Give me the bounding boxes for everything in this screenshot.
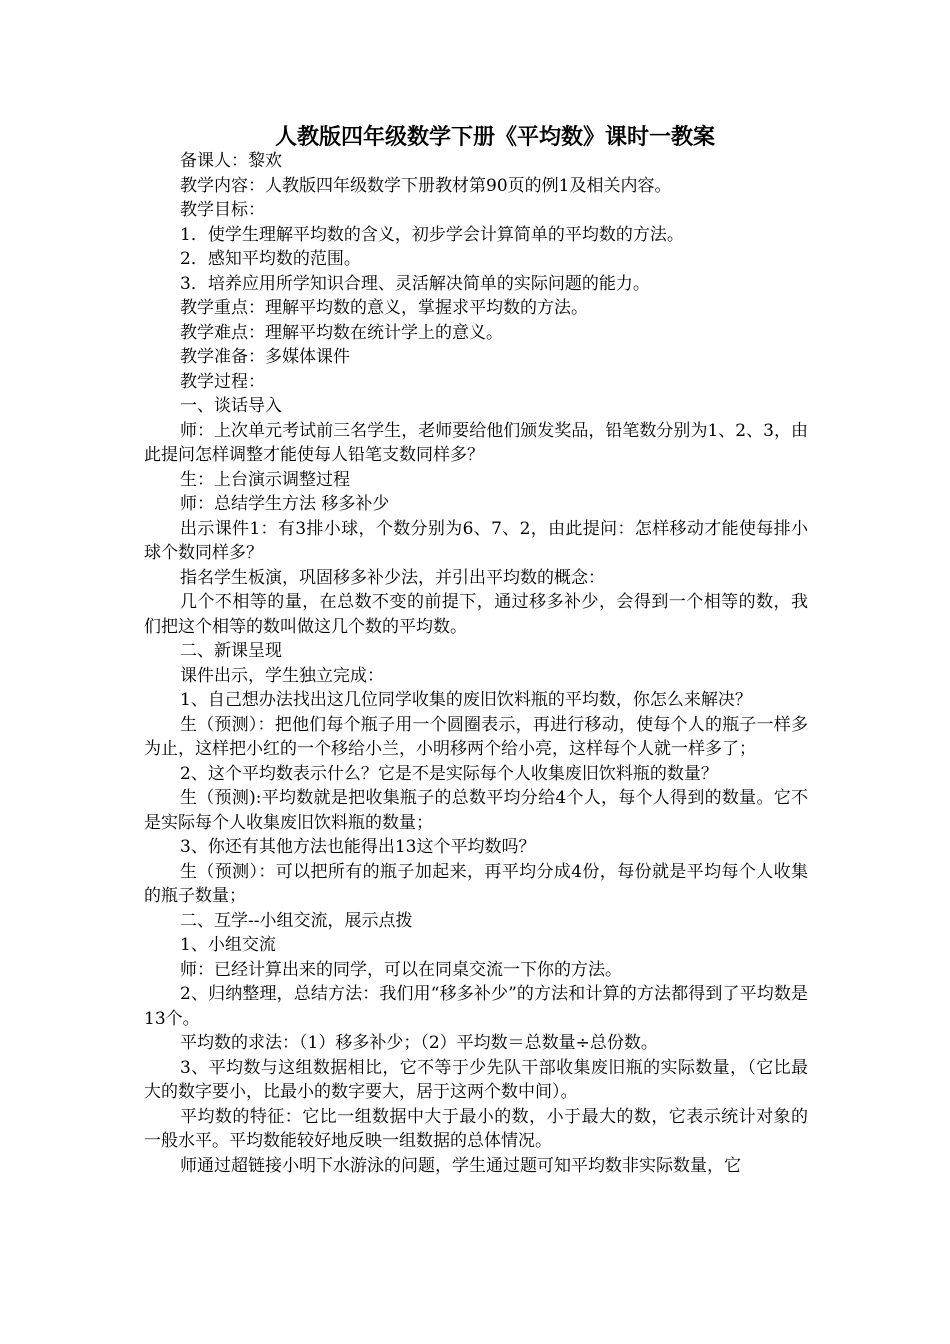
paragraph: 教学内容：人教版四年级数学下册教材第90页的例1及相关内容。 xyxy=(180,175,672,196)
paragraph: 指名学生板演，巩固移多补少法，并引出平均数的概念： xyxy=(180,567,605,588)
document-title: 人教版四年级数学下册《平均数》课时一教案 xyxy=(274,124,715,150)
paragraph: 教学重点：理解平均数的意义，掌握求平均数的方法。 xyxy=(180,298,588,318)
paragraph: 出示课件1：有3排小球，个数分别为6、7、2，由此提问：怎样移动才能使每排小球个数同样多？ xyxy=(144,518,808,563)
paragraph: 平均数的特征：它比一组数据中大于最小的数，小于最大的数，它表示统计对象的一般水平。平均数能较好地反映一组数据的总体情况。 xyxy=(144,1106,808,1151)
paragraph: 1、自己想办法找出这几位同学收集的废旧饮料瓶的平均数，你怎么来解决？ xyxy=(180,690,752,710)
paragraph: 二、新课呈现 xyxy=(180,641,282,661)
paragraph: 师：已经计算出来的同学，可以在同桌交流一下你的方法。 xyxy=(180,959,622,980)
paragraph: 1、小组交流 xyxy=(180,935,276,955)
paragraph: 二、互学--小组交流，展示点拨 xyxy=(180,910,413,931)
paragraph: 3、你还有其他方法也能得出13这个平均数吗？ xyxy=(180,837,536,857)
paragraph: 备课人：黎欢 xyxy=(180,151,282,171)
paragraph: 师：上次单元考试前三名学生，老师要给他们颁发奖品，铅笔数分别为1、2、3，由此提问怎样调整才能使每人铅笔支数同样多？ xyxy=(144,420,808,465)
paragraph: 师：总结学生方法 移多补少 xyxy=(180,494,390,514)
paragraph: 教学难点：理解平均数在统计学上的意义。 xyxy=(180,322,503,343)
paragraph: 生：上台演示调整过程 xyxy=(180,469,350,490)
paragraph: 3、平均数与这组数据相比，它不等于少先队干部收集废旧瓶的实际数量，（它比最大的数字要小，比最小的数字要大，居于这两个数中间）。 xyxy=(144,1057,808,1102)
paragraph: 生（预测):平均数就是把收集瓶子的总数平均分给4个人，每个人得到的数量。它不是实际每个人收集废旧饮料瓶的数量； xyxy=(144,788,808,833)
document-body xyxy=(144,149,808,1178)
paragraph: 教学准备：多媒体课件 xyxy=(180,347,350,367)
paragraph: 师通过超链接小明下水游泳的问题，学生通过题可知平均数非实际数量，它 xyxy=(180,1155,741,1176)
paragraph: 几个不相等的量，在总数不变的前提下，通过移多补少，会得到一个相等的数，我们把这个相等的数叫做这几个数的平均数。 xyxy=(144,592,808,637)
paragraph: 2．感知平均数的范围。 xyxy=(180,249,361,269)
paragraph: 生（预测）：把他们每个瓶子用一个圆圈表示，再进行移动，使每个人的瓶子一样多为止，这样把小红的一个移给小兰，小明移两个给小亮，这样每个人就一样多了； xyxy=(144,714,808,759)
paragraph: 1．使学生理解平均数的含义，初步学会计算简单的平均数的方法。 xyxy=(180,224,684,245)
paragraph: 教学目标： xyxy=(180,200,265,220)
paragraph: 一、谈话导入 xyxy=(180,396,282,416)
paragraph: 3．培养应用所学知识合理、灵活解决简单的实际问题的能力。 xyxy=(180,273,650,294)
paragraph: 生（预测）：可以把所有的瓶子加起来，再平均分成4份，每份就是平均每个人收集的瓶子数量； xyxy=(144,861,808,906)
paragraph: 课件出示，学生独立完成： xyxy=(180,665,384,686)
paragraph: 教学过程： xyxy=(180,371,265,392)
paragraph: 平均数的求法：（1）移多补少；（2）平均数＝总数量÷总份数。 xyxy=(180,1033,658,1053)
paragraph: 2、这个平均数表示什么？它是不是实际每个人收集废旧饮料瓶的数量？ xyxy=(180,763,718,784)
paragraph: 2、归纳整理，总结方法：我们用“移多补少”的方法和计算的方法都得到了平均数是13个。 xyxy=(144,984,808,1029)
